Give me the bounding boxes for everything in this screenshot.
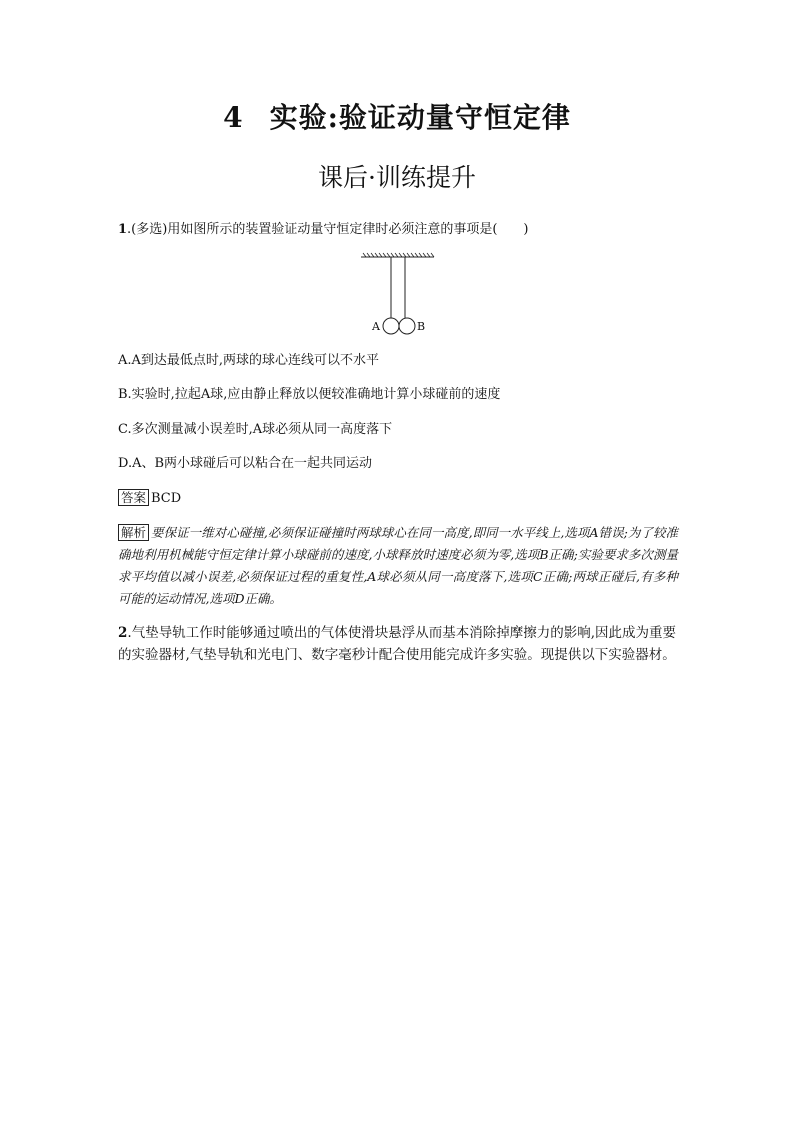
question-2-stem — [118, 622, 678, 666]
ball-a — [383, 318, 399, 334]
option-c: C.多次测量减小误差时,A球必须从同一高度落下 — [118, 422, 393, 437]
section-number: 4 — [223, 101, 244, 134]
question-1-stem — [118, 220, 678, 240]
section-title — [0, 96, 794, 136]
question-2-text: .气垫导轨工作时能够通过喷出的气体使滑块悬浮从而基本消除掉摩擦力的影响,因此成为重要的实验器材,气垫导轨和光电门、数字毫秒计配合使用能完成许多实验。现提供以下实验器材。 — [118, 625, 676, 663]
label-a: A — [372, 320, 380, 333]
pendulum-figure — [355, 250, 445, 340]
option-a: A.A到达最低点时,两球的球心连线可以不水平 — [118, 353, 380, 368]
answer-tag: 答案 — [118, 489, 149, 506]
answer-line — [118, 489, 181, 509]
question-1-number: 1 — [118, 222, 128, 237]
section-subtitle: 课后·训练提升 — [318, 163, 476, 192]
label-b: B — [417, 320, 426, 333]
question-1-text: .(多选)用如图所示的装置验证动量守恒定律时必须注意的事项是( ) — [127, 222, 529, 237]
ball-b — [399, 318, 415, 334]
section-title-text: 实验:验证动量守恒定律 — [269, 101, 571, 134]
answer-value: BCD — [151, 491, 182, 506]
analysis-text: 要保证一维对心碰撞,必须保证碰撞时两球球心在同一高度,即同一水平线上,选项A错误;为了较准确地利用机械能守恒定律计算小球碰前的速度,小球释放时速度必须为零,选项B正确;实验要求多次测量求平均值以减小误差,必须保证过程的重复性,A球必须从同一高度落下,选项C正确;两球正碰后,有多种可能的运动情况,选项D正确。 — [118, 525, 678, 606]
analysis-block — [118, 522, 678, 610]
option-b: B.实验时,拉起A球,应由静止释放以便较准确地计算小球碰前的速度 — [118, 387, 501, 402]
analysis-tag: 解析 — [118, 524, 149, 541]
question-2-number: 2 — [118, 625, 128, 641]
option-d: D.A、B两小球碰后可以粘合在一起共同运动 — [118, 456, 373, 471]
